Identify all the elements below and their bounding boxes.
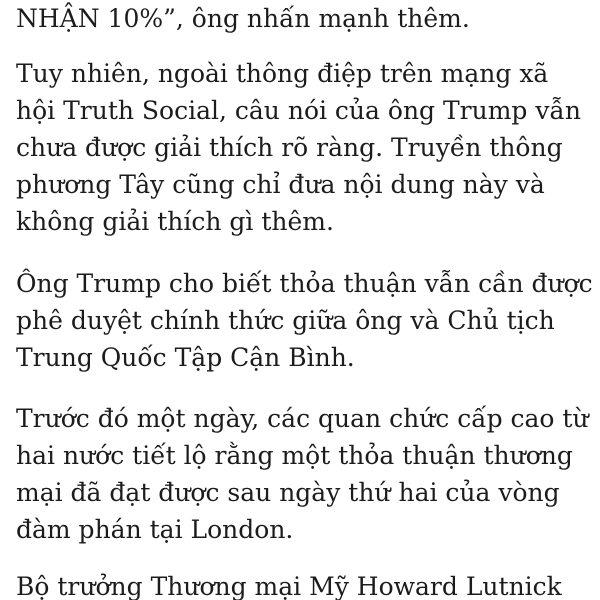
paragraph-line: hai nước tiết lộ rằng một thỏa thuận thương (16, 441, 573, 470)
paragraph-4 (16, 568, 562, 600)
paragraph-lead-line: NHẬN 10%”, ông nhấn mạnh thêm. (16, 4, 470, 33)
paragraph-line: phê duyệt chính thức giữa ông và Chủ tịch (16, 306, 555, 335)
paragraph-line: phương Tây cũng chỉ đưa nội dung này và (16, 170, 545, 199)
paragraph-1 (16, 55, 581, 240)
paragraph-line: Bộ trưởng Thương mại Mỹ Howard Lutnick (16, 572, 562, 600)
paragraph-line: hội Truth Social, câu nói của ông Trump vẫn (16, 96, 581, 125)
paragraph-2 (16, 265, 593, 376)
paragraph-line: mại đã đạt được sau ngày thứ hai của vòng (16, 478, 560, 507)
paragraph-line: chưa được giải thích rõ ràng. Truyền thông (16, 133, 563, 162)
paragraph-line: Tuy nhiên, ngoài thông điệp trên mạng xã (16, 59, 549, 88)
paragraph-line: đàm phán tại London. (16, 515, 294, 544)
paragraph-line: Trung Quốc Tập Cận Bình. (16, 343, 355, 372)
paragraph-line: Trước đó một ngày, các quan chức cấp cao từ (16, 404, 589, 433)
paragraph-3 (16, 400, 589, 548)
paragraph-line: không giải thích gì thêm. (16, 207, 334, 236)
paragraph-line: Ông Trump cho biết thỏa thuận vẫn cần được (16, 269, 593, 298)
